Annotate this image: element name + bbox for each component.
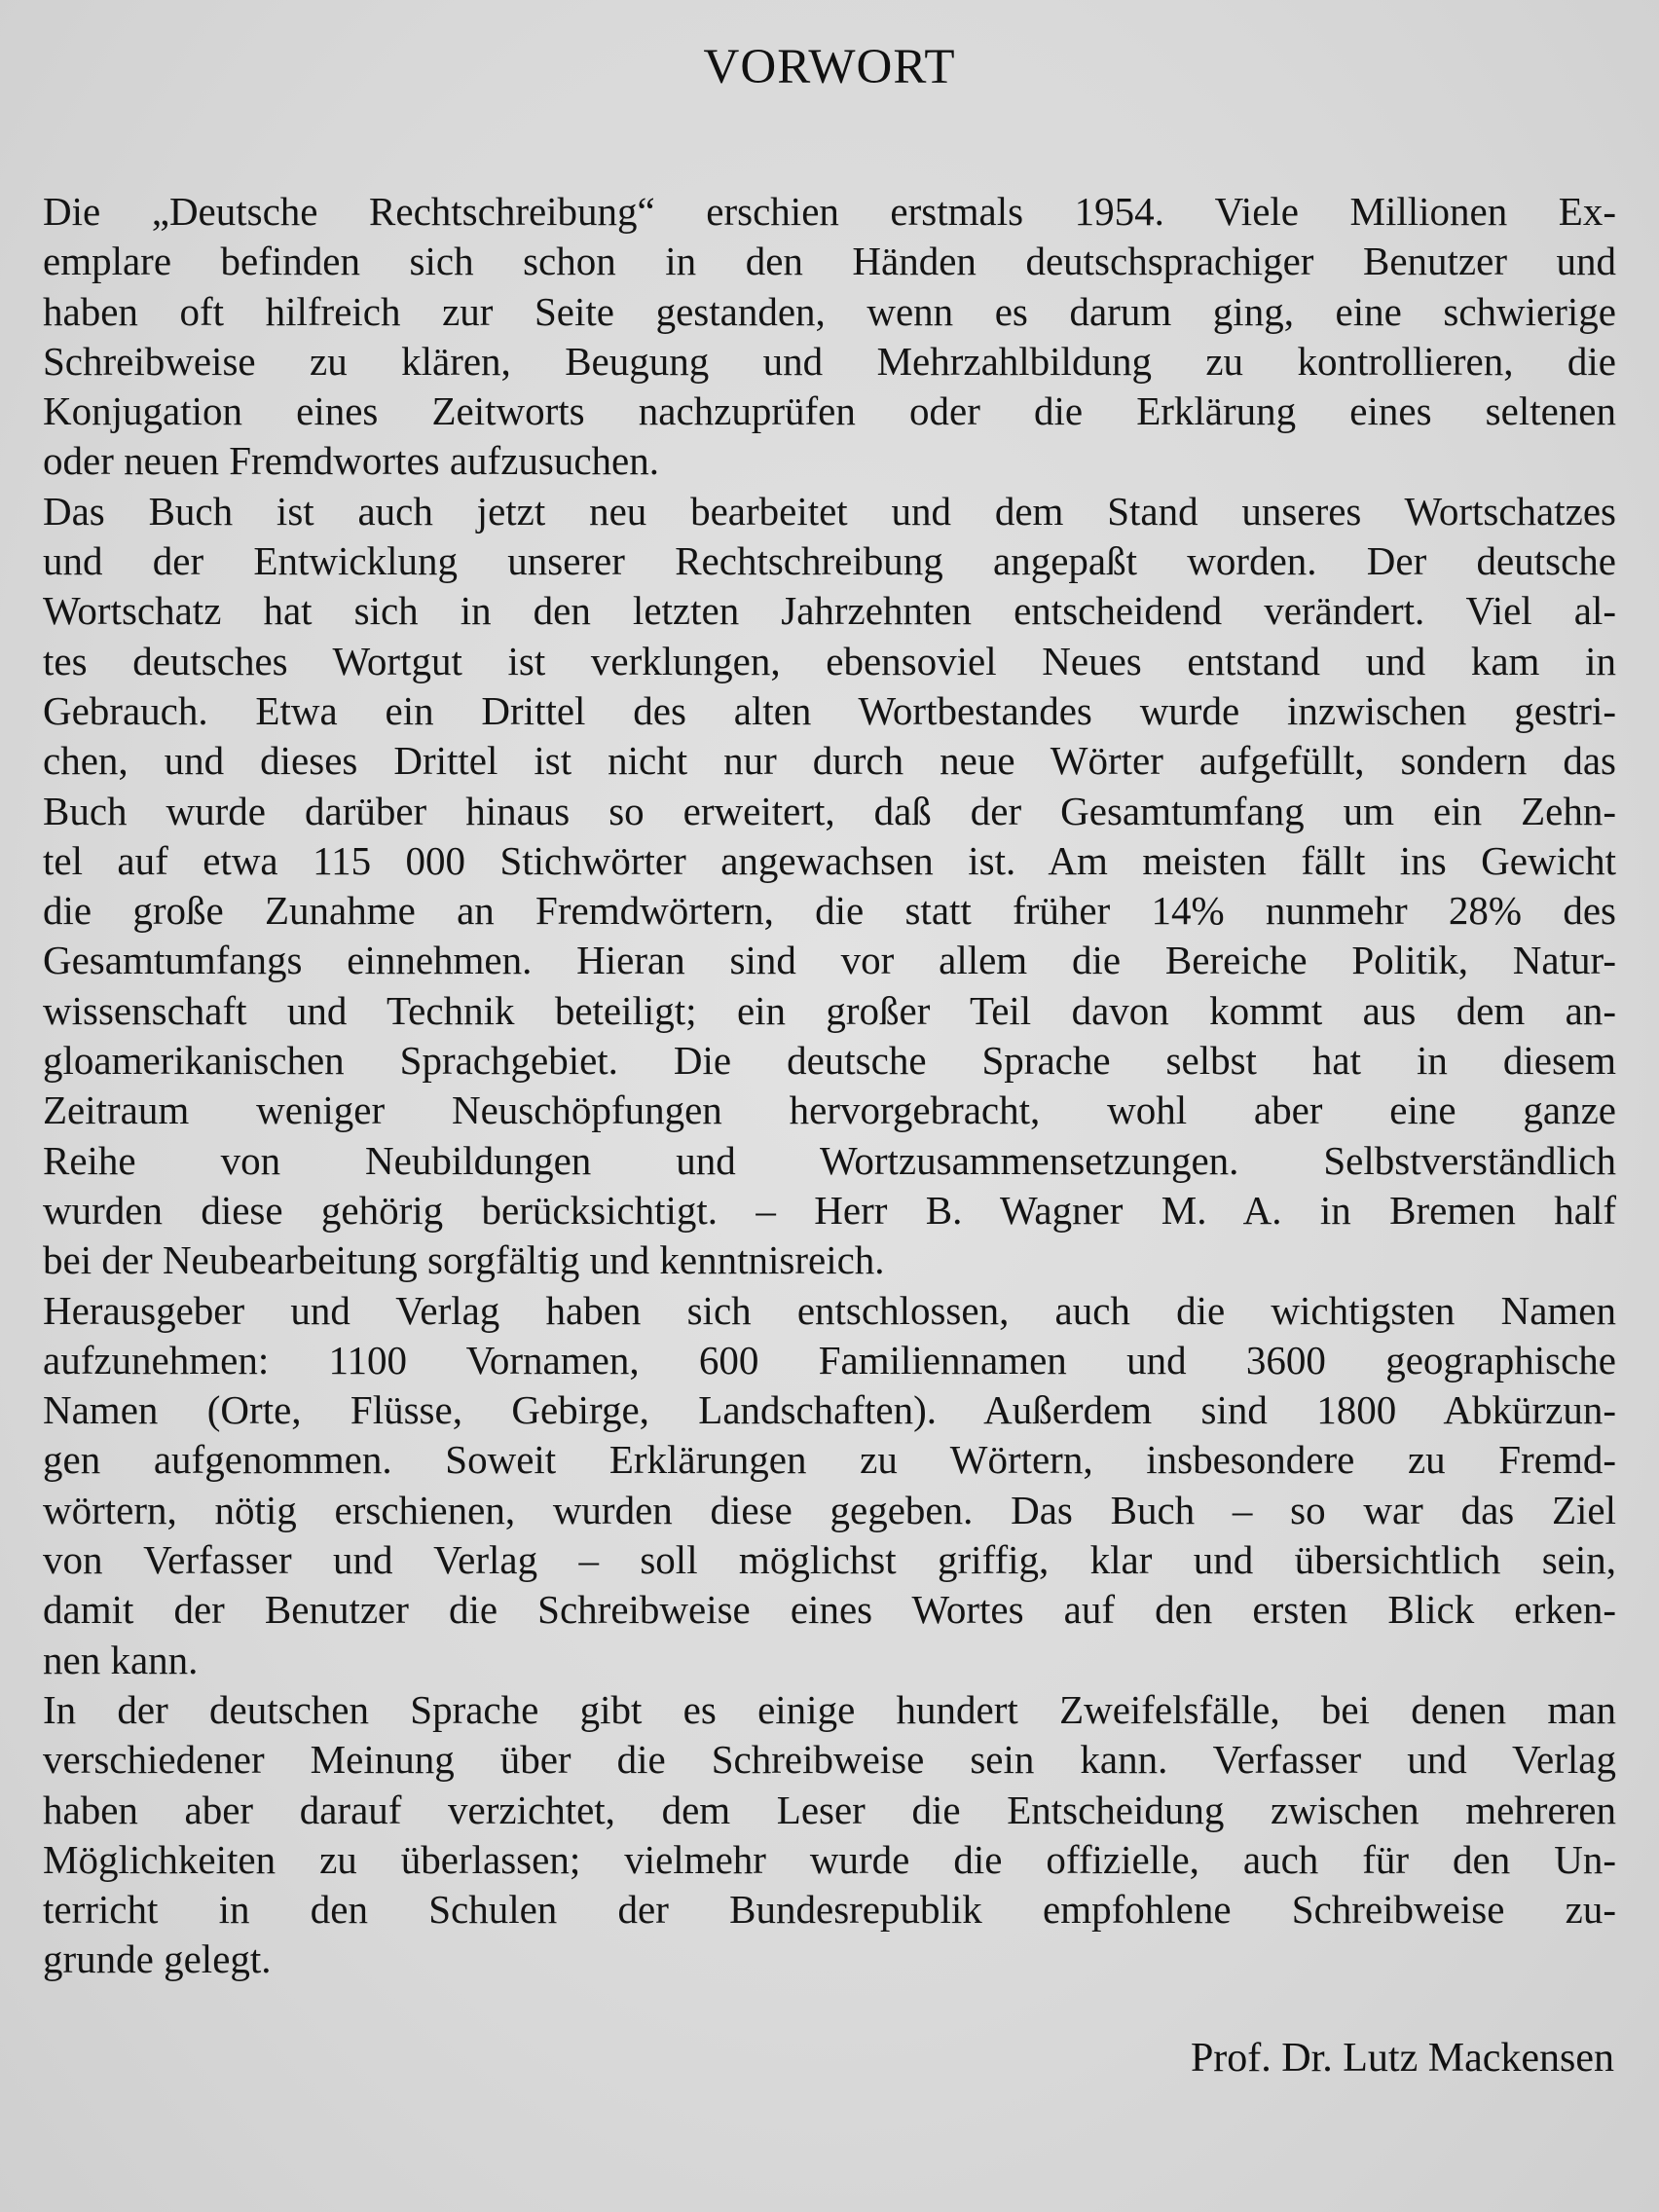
text-line: In der deutschen Sprache gibt es einige hundert Zweifelsfälle, bei denen man	[43, 1686, 1616, 1732]
text-line: die große Zunahme an Fremdwörtern, die statt früher 14% nunmehr 28% des	[43, 888, 1616, 934]
text-line: Namen (Orte, Flüsse, Gebirge, Landschaften). Außerdem sind 1800 Abkürzun-	[43, 1387, 1616, 1433]
text-line: Konjugation eines Zeitworts nachzuprüfen oder die Erklärung eines seltenen	[43, 388, 1616, 434]
text-line: Buch wurde darüber hinaus so erweitert, daß der Gesamtumfang um ein Zehn-	[43, 788, 1616, 833]
text-line: tel auf etwa 115 000 Stichwörter angewachsen ist. Am meisten fällt ins Gewicht	[43, 837, 1616, 883]
text-line: gloamerikanischen Sprachgebiet. Die deutsche Sprache selbst hat in diesem	[43, 1038, 1616, 1084]
text-line: und der Entwicklung unserer Rechtschreibung angepaßt worden. Der deutsche	[43, 538, 1616, 584]
text-line: wörtern, nötig erschienen, wurden diese gegeben. Das Buch – so war das Ziel	[43, 1487, 1616, 1532]
text-line: von Verfasser und Verlag – soll möglichst griffig, klar und übersichtlich sein,	[43, 1537, 1616, 1583]
text-line: Herausgeber und Verlag haben sich entschlossen, auch die wichtigsten Namen	[43, 1287, 1616, 1333]
text-line: Möglichkeiten zu überlassen; vielmehr wurde die offizielle, auch für den Un-	[43, 1836, 1616, 1882]
text-line: damit der Benutzer die Schreibweise eines Wortes auf den ersten Blick erken-	[43, 1587, 1616, 1633]
text-line: aufzunehmen: 1100 Vornamen, 600 Familiennamen und 3600 geographische	[43, 1337, 1616, 1382]
text-line: oder neuen Fremdwortes aufzusuchen.	[43, 438, 659, 484]
body-text	[43, 187, 1616, 1985]
text-line: wissenschaft und Technik beteiligt; ein großer Teil davon kommt aus dem an-	[43, 987, 1616, 1033]
text-line: haben aber darauf verzichtet, dem Leser die Entscheidung zwischen mehreren	[43, 1787, 1616, 1832]
text-line: Schreibweise zu klären, Beugung und Mehrzahlbildung zu kontrollieren, die	[43, 338, 1616, 384]
text-line: bei der Neubearbeitung sorgfältig und kenntnisreich.	[43, 1237, 885, 1283]
text-line: chen, und dieses Drittel ist nicht nur durch neue Wörter aufgefüllt, sondern das	[43, 738, 1616, 784]
text-line: Das Buch ist auch jetzt neu bearbeitet und dem Stand unseres Wortschatzes	[43, 488, 1616, 534]
text-line: Reihe von Neubildungen und Wortzusammensetzungen. Selbstverständlich	[43, 1137, 1616, 1183]
text-line: wurden diese gehörig berücksichtigt. – Herr B. Wagner M. A. in Bremen half	[43, 1187, 1616, 1233]
text-line: nen kann.	[43, 1637, 199, 1682]
text-line: tes deutsches Wortgut ist verklungen, ebensoviel Neues entstand und kam in	[43, 638, 1616, 683]
page-title: VORWORT	[703, 40, 956, 94]
text-line: grunde gelegt.	[43, 1936, 272, 1982]
text-line: emplare befinden sich schon in den Händen deutschsprachiger Benutzer und	[43, 239, 1616, 284]
text-line: haben oft hilfreich zur Seite gestanden, wenn es darum ging, eine schwierige	[43, 288, 1616, 334]
text-line: Die „Deutsche Rechtschreibung“ erschien erstmals 1954. Viele Millionen Ex-	[43, 189, 1616, 234]
text-line: Gesamtumfangs einnehmen. Hieran sind vor allem die Bereiche Politik, Natur-	[43, 938, 1616, 983]
text-line: verschiedener Meinung über die Schreibweise sein kann. Verfasser und Verlag	[43, 1737, 1616, 1783]
text-line: terricht in den Schulen der Bundesrepublik empfohlene Schreibweise zu-	[43, 1887, 1616, 1933]
text-line: Zeitraum weniger Neuschöpfungen hervorgebracht, wohl aber eine ganze	[43, 1088, 1616, 1133]
author-signature: Prof. Dr. Lutz Mackensen	[1190, 2036, 1614, 2081]
text-line: Wortschatz hat sich in den letzten Jahrzehnten entscheidend verändert. Viel al-	[43, 588, 1616, 634]
text-line: gen aufgenommen. Soweit Erklärungen zu Wörtern, insbesondere zu Fremd-	[43, 1437, 1616, 1483]
text-line: Gebrauch. Etwa ein Drittel des alten Wortbestandes wurde inzwischen gestri-	[43, 687, 1616, 733]
